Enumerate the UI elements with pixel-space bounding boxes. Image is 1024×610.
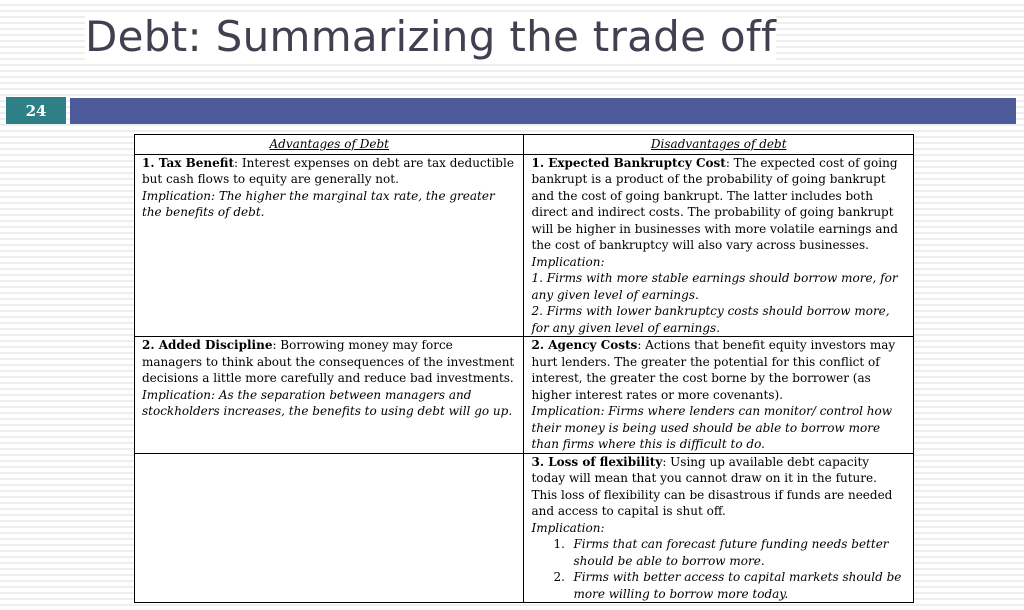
slide-number: 24 (6, 97, 66, 124)
table-row (135, 453, 914, 603)
list-item: 2. Firms with better access to capital markets should be more willing to borrow more today. (553, 570, 902, 601)
tax-benefit-implication: Implication: The higher the marginal tax rate, the greater the benefits of debt. (142, 188, 495, 219)
flexibility-heading: 3. Loss of flexibility (531, 454, 663, 469)
cell-agency-costs (524, 337, 914, 454)
discipline-text: : Borrowing money may force managers to think about the consequences of the investment decisions a little more carefully and reduce bad investments. (142, 338, 515, 385)
cell-tax-benefit (135, 154, 524, 337)
bankruptcy-heading: 1. Expected Bankruptcy Cost (531, 155, 726, 170)
bankruptcy-point-2: 2. Firms with lower bankruptcy costs should borrow more, for any given level of earnings. (531, 304, 890, 335)
discipline-heading: 2. Added Discipline (142, 338, 273, 352)
bankruptcy-text: : The expected cost of going bankrupt is a product of the probability of going bankrupt and the cost of going bankrupt. The latter includes both direct and indirect costs. The probability of going bankrupt will be higher in businesses with more volatile earnings and the cost of bankruptcy will also vary across businesses. (531, 155, 898, 252)
cell-empty (135, 453, 524, 603)
cell-loss-of-flexibility (524, 453, 914, 603)
flexibility-implication-label: Implication: (531, 520, 605, 535)
tax-benefit-text: : Interest expenses on debt are tax deductible but cash flows to equity are generally not. (142, 155, 514, 186)
cell-bankruptcy-cost (524, 154, 914, 337)
table-row (135, 337, 914, 454)
flexibility-list (531, 536, 906, 602)
tax-benefit-heading: 1. Tax Benefit (142, 155, 234, 170)
bankruptcy-implication-label: Implication: (531, 254, 605, 269)
bankruptcy-point-1: 1. Firms with more stable earnings should borrow more, for any given level of earnings. (531, 271, 898, 302)
discipline-implication: Implication: As the separation between managers and stockholders increases, the benefits to using debt will go up. (142, 387, 513, 418)
flexibility-text: : Using up available debt capacity today will mean that you cannot draw on it in the future. This loss of flexibility can be disastrous if funds are needed and access to capital is shut off. (531, 454, 893, 518)
agency-heading: 2. Agency Costs (531, 338, 638, 352)
table-row (135, 154, 914, 337)
list-item: 1. Firms that can forecast future funding needs better should be able to borrow more. (553, 537, 889, 568)
agency-implication: Implication: Firms where lenders can monitor/ control how their money is being used should be able to borrow more than firms where this is difficult to do. (531, 404, 893, 451)
slide-title: Debt: Summarizing the trade off (85, 12, 777, 61)
header-disadvantages: Disadvantages of debt (524, 135, 914, 155)
agency-text: : Actions that benefit equity investors may hurt lenders. The greater the potential for this conflict of interest, the greater the cost borne by the borrower (as higher interest rates or more covenants). (531, 338, 896, 402)
title-bar (70, 98, 1016, 124)
header-advantages: Advantages of Debt (135, 135, 524, 155)
cell-added-discipline (135, 337, 524, 454)
debt-tradeoff-table (134, 134, 914, 603)
table-header-row (135, 135, 914, 155)
